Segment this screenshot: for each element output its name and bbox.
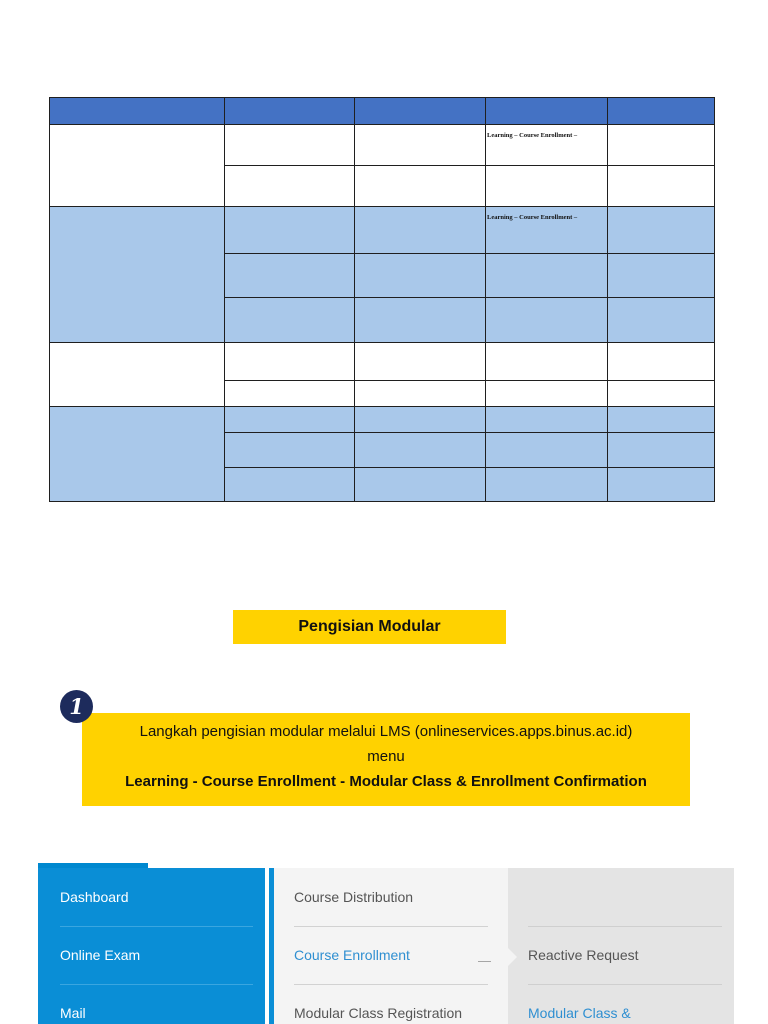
- section-title: Pengisian Modular: [233, 610, 506, 644]
- group-cell: [50, 125, 225, 206]
- menu-divider: [60, 926, 253, 927]
- table-cell: [608, 297, 715, 342]
- table-cell: [225, 467, 355, 501]
- table-cell: [355, 297, 486, 342]
- table-cell: [225, 381, 355, 407]
- menu-divider: [294, 926, 488, 927]
- submenu-item-modular-class-enrollment-confirmation[interactable]: Modular Class &: [528, 1005, 631, 1021]
- header-cell: [486, 98, 608, 125]
- table-cell: [608, 253, 715, 297]
- table-header-row: [50, 98, 715, 125]
- table-cell: [486, 381, 608, 407]
- table-cell: [355, 343, 486, 381]
- table-cell: [225, 206, 355, 253]
- table-cell: [486, 297, 608, 342]
- menu-item-online-exam[interactable]: Online Exam: [60, 947, 141, 963]
- table-cell: [225, 407, 355, 432]
- group-cell: [50, 206, 225, 343]
- table-cell: [355, 125, 486, 166]
- header-cell: [608, 98, 715, 125]
- submenu-item-modular-class-registration[interactable]: Modular Class Registration: [294, 1005, 463, 1021]
- table-cell: [355, 467, 486, 501]
- table-row: [50, 343, 715, 381]
- table-cell: [486, 432, 608, 467]
- step-instruction-text: Langkah pengisian modular melalui LMS (onlineservices.apps.binus.ac.id): [139, 723, 633, 740]
- menu-item-dashboard[interactable]: Dashboard: [60, 889, 129, 905]
- table-cell: [608, 407, 715, 432]
- table-cell: [355, 432, 486, 467]
- table-cell: [486, 166, 608, 206]
- table-cell: [486, 407, 608, 432]
- menu-item-mail[interactable]: Mail: [60, 1005, 86, 1021]
- main-menu: [38, 868, 265, 1024]
- submenu-pointer-arrow: [508, 948, 517, 966]
- course-enrollment-submenu: [508, 868, 734, 1024]
- group-cell: [50, 343, 225, 407]
- menu-divider: [528, 984, 722, 985]
- menu-path-text: Learning – Course Enrollment –: [487, 213, 578, 221]
- table-cell: [225, 253, 355, 297]
- lms-menu-screenshot: [38, 863, 734, 1024]
- header-cell: [50, 98, 225, 125]
- table-cell: [608, 467, 715, 501]
- table-cell: [486, 467, 608, 501]
- table-cell: [486, 343, 608, 381]
- group-cell: [50, 407, 225, 502]
- schedule-table: [49, 97, 715, 502]
- table-row: [50, 407, 715, 432]
- table-cell: [486, 206, 608, 253]
- table-cell: [355, 407, 486, 432]
- table-cell: [355, 206, 486, 253]
- table-cell: [225, 432, 355, 467]
- table-row: [50, 125, 715, 166]
- menu-path-text: Learning – Course Enrollment –: [487, 132, 578, 140]
- table-cell: [608, 343, 715, 381]
- header-cell: [225, 98, 355, 125]
- table-cell: [225, 166, 355, 206]
- table-row: [50, 206, 715, 253]
- menu-divider: [528, 926, 722, 927]
- table-cell: [486, 125, 608, 166]
- menu-divider: [60, 984, 253, 985]
- table-cell: [355, 381, 486, 407]
- submenu-item-course-enrollment[interactable]: Course Enrollment: [294, 947, 410, 963]
- table-cell: [608, 166, 715, 206]
- table-cell: [225, 343, 355, 381]
- menu-divider: [294, 984, 488, 985]
- table-cell: [608, 381, 715, 407]
- table-cell: [608, 125, 715, 166]
- header-cell: [355, 98, 486, 125]
- table-cell: [355, 166, 486, 206]
- submenu-expand-dash: —: [478, 953, 491, 968]
- table-cell: [355, 253, 486, 297]
- step-instruction-box: [82, 713, 690, 806]
- table-cell: [608, 432, 715, 467]
- table-cell: [225, 297, 355, 342]
- submenu-item-reactive-request[interactable]: Reactive Request: [528, 947, 639, 963]
- learning-submenu: [274, 868, 508, 1024]
- step-number-badge: 1: [60, 690, 93, 723]
- step-menu-path: Learning - Course Enrollment - Modular Class & Enrollment Confirmation: [125, 773, 647, 790]
- step-instruction-menu-label: menu: [367, 748, 405, 765]
- table-cell: [486, 253, 608, 297]
- table-cell: [225, 125, 355, 166]
- submenu-item-course-distribution[interactable]: Course Distribution: [294, 889, 414, 905]
- table-cell: [608, 206, 715, 253]
